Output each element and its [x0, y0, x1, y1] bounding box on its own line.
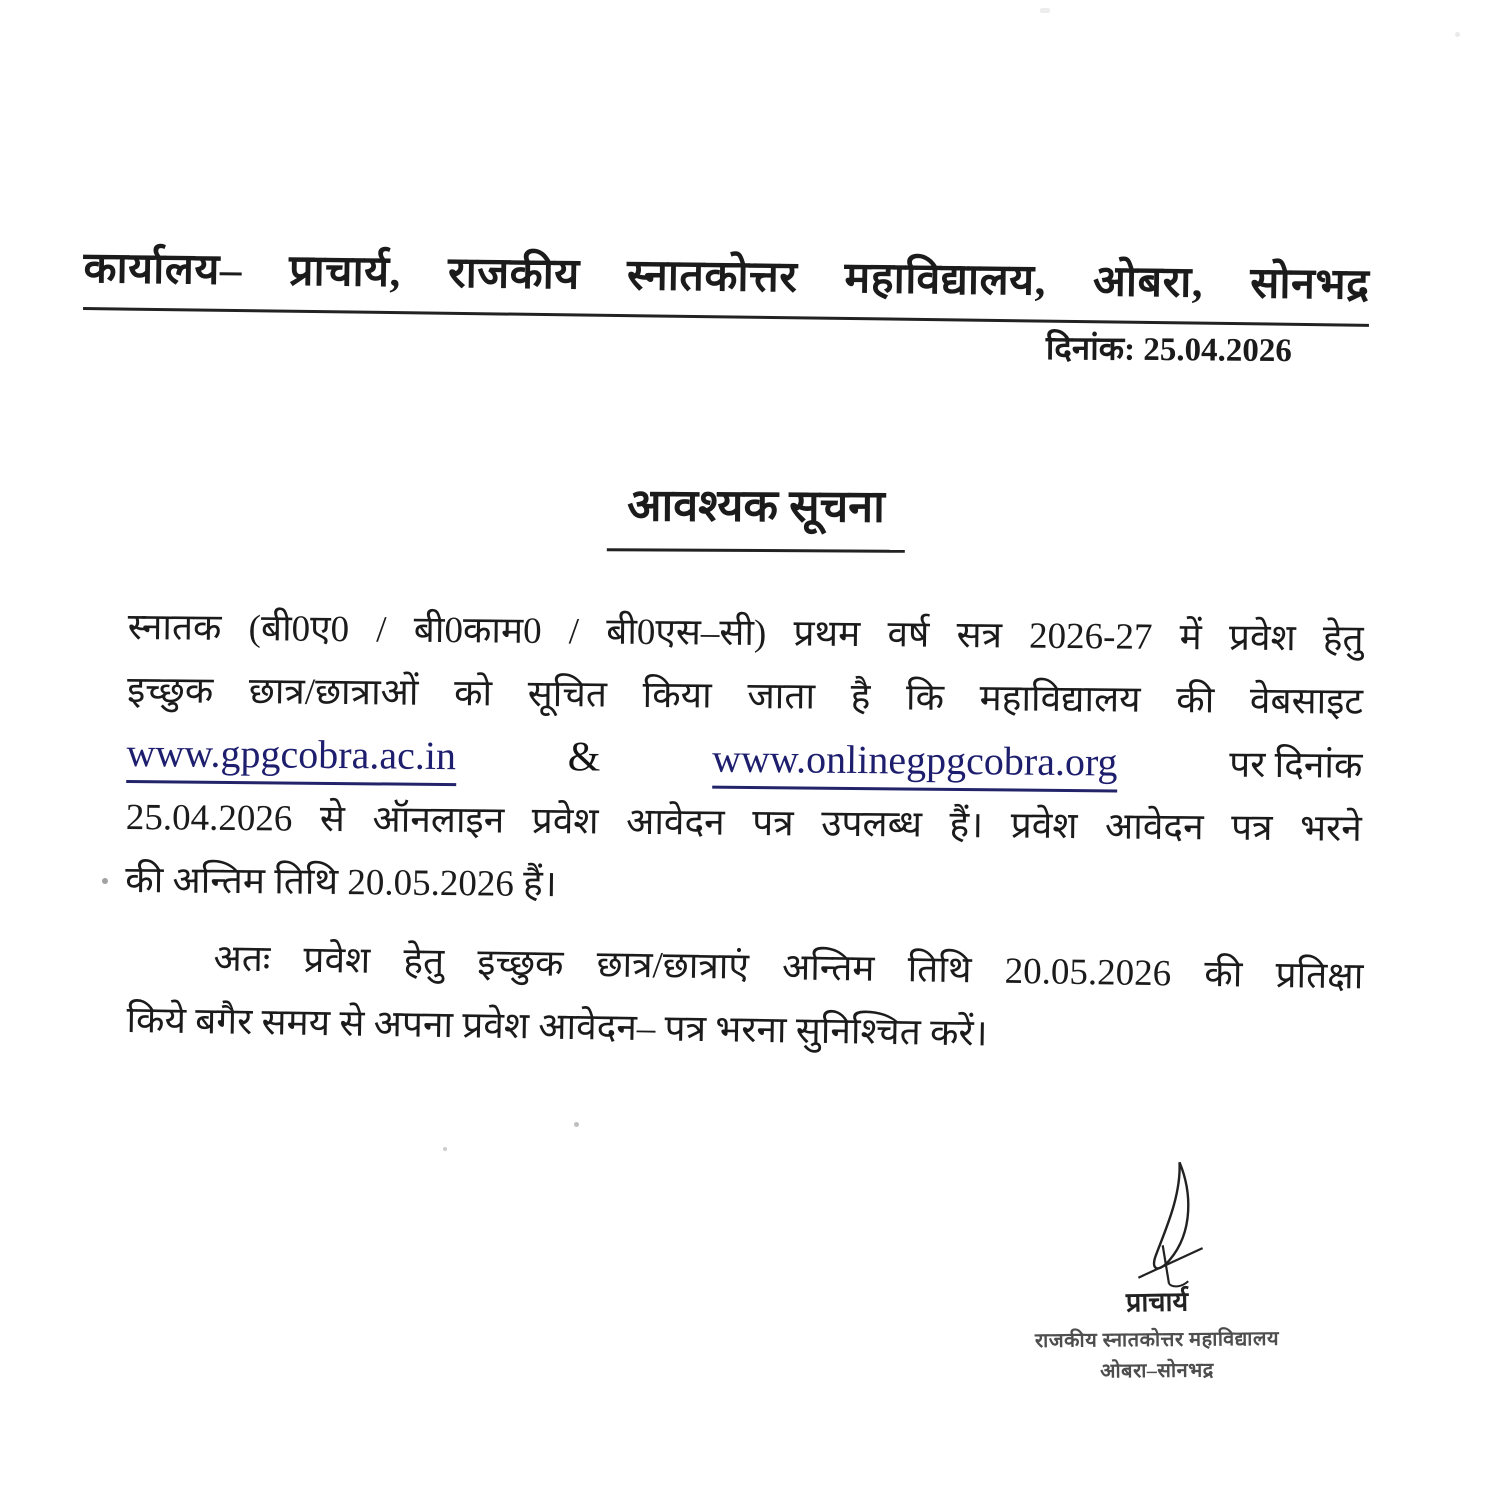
paragraph-2 [126, 926, 1364, 1071]
office-title: कार्यालय– प्राचार्य, राजकीय स्नातकोत्तर महाविद्यालय, ओबरा, सोनभद्र [83, 236, 1370, 327]
stamp-location: ओबरा–सोनभद्र [1100, 1359, 1214, 1383]
paragraph-1-line-1: स्नातक (बी0ए0 / बी0काम0 / बी0एस–सी) प्रथम वर्ष सत्र 2026-27 में प्रवेश हेतु [127, 606, 1364, 660]
line-3-tail-text: पर दिनांक [1229, 744, 1363, 787]
website-link-onlinegpgcobra[interactable]: www.onlinegpgcobra.org [712, 733, 1118, 793]
notice-title [0, 470, 1512, 556]
ampersand-text: & [567, 734, 601, 781]
paragraph-2-line-2: किये बगैर समय से अपना प्रवेश आवेदन– पत्र भरना सुनिश्चित करें। [126, 999, 988, 1055]
notice-title-text: आवश्यक सूचना [607, 473, 905, 553]
paragraph-1-line-4: 25.04.2026 से ऑनलाइन प्रवेश आवेदन पत्र उपलब्ध हैं। प्रवेश आवेदन पत्र भरने [125, 796, 1363, 850]
scan-speck [443, 1147, 447, 1151]
stamp-college-name: राजकीय स्नातकोत्तर महाविद्यालय [1034, 1327, 1280, 1353]
paragraph-2-line-1: अतः प्रवेश हेतु इच्छुक छात्र/छात्राएं अन्तिम तिथि 20.05.2026 की प्रतिक्षा [213, 938, 1364, 998]
scan-speck [102, 878, 108, 884]
scan-speck [1455, 32, 1460, 37]
website-link-gpgcobra[interactable]: www.gpgcobra.ac.in [126, 727, 456, 786]
paragraph-1-line-5: की अन्तिम तिथि 20.05.2026 हैं। [125, 859, 557, 906]
paragraph-1-line-3 [126, 722, 1363, 798]
paragraph-1-line-2: इच्छुक छात्र/छात्राओं को सूचित किया जाता है कि महाविद्यालय की वेबसाइट [126, 669, 1364, 723]
date-line: दिनांक: 25.04.2026 [1045, 330, 1292, 370]
scan-speck [574, 1122, 579, 1127]
signatory-designation: प्राचार्य [1125, 1286, 1189, 1318]
handwritten-signature-mark [1113, 1154, 1232, 1299]
paragraph-1 [125, 596, 1364, 924]
signature-block [1012, 1158, 1302, 1383]
letterhead [83, 236, 1370, 327]
scan-speck [1040, 8, 1050, 13]
